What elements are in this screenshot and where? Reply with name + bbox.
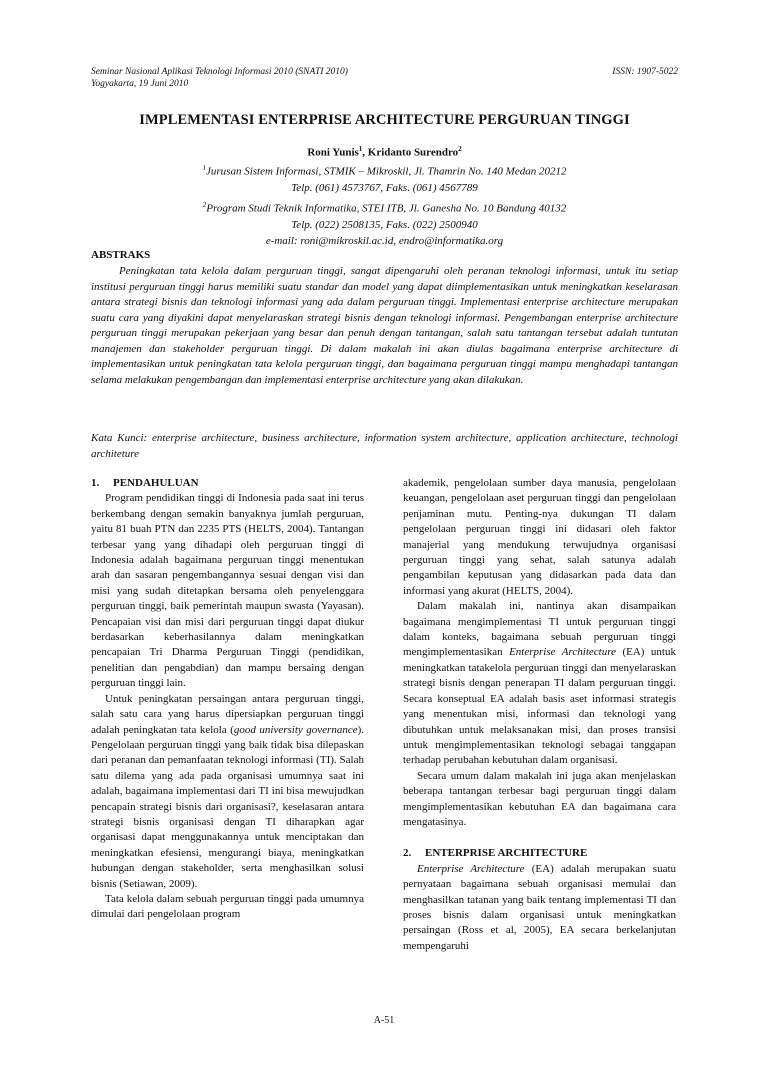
intro-paragraph-4: akademik, pengelolaan sumber daya manusia, pengelolaan keuangan, pengelolaan aset perguruan tinggi dan pengelolaan penjaminan mutu. Penting-nya dukungan TI dalam pengelolaan perguruan tinggi ini didasari oleh faktor manajerial yang mendukung terwujudnya organisasi perguruan tinggi yang sehat, salah satunya adalah pengambilan keputusan yang didasarkan pada data dan informasi yang akurat (HELTS, 2004). — [403, 477, 676, 597]
left-column — [91, 476, 364, 923]
intro-p2-end: ). Pengelolaan perguruan tinggi yang baik tidak bisa dilepaskan dari peranan dan pemanfaatan teknologi informasi (TI). Salah satu dilema yang ada pada organisasi umumnya saat ini adalah, bagaimana implementasi dari TI ini bisa mewujudkan pencapain strategi bisnis dari organisasi?, keselasaran antara strategi bisnis organisasi dengan TI diharapkan agar organisasi dapat menggunakannya untuk menciptakan dan meningkatkan efesiensi, mengurangi biaya, meningkatkan hubungan dengan stakeholder, serta menghasilkan solusi bisnis (Setiawan, 2009). — [91, 723, 364, 890]
author-1: Roni Yunis — [307, 146, 359, 159]
intro-p5-emphasis: Enterprise Architecture — [509, 646, 616, 659]
keywords: Kata Kunci: enterprise architecture, business architecture, information system architecture, application architecture, technologi architeture — [91, 432, 678, 460]
abstract-heading: ABSTRAKS — [91, 249, 151, 261]
ea-p1-emphasis: Enterprise Architecture — [417, 862, 525, 875]
section-1-heading: 1. PENDAHULUAN — [91, 477, 199, 489]
affiliation-2-phone: Telp. (022) 2508135, Faks. (022) 2500940 — [291, 218, 478, 231]
intro-paragraph-2 — [91, 692, 364, 892]
author-1-mark: 1 — [358, 145, 363, 153]
intro-paragraph-1: Program pendidikan tinggi di Indonesia pada saat ini terus berkembang dengan semakin banyaknya jumlah perguruan, yaitu 81 buah PTN dan 2235 PTS (HELTS, 2004). Tantangan terbesar yang yang dihadapi oleh perguruan tinggi di Indonesia adalah bagaimana perguruan tinggi menentukan arah dan sasaran pengembangannya sesuai dengan visi dan misi yang sudah ditetapkan bersama oleh penyelenggara perguruan tinggi, baik pemerintah maupun swasta (Yayasan). Pencapaian visi dan misi dari perguruan tinggi dapat diukur berdasarkan keberhasilannya dalam meningkatkan pencapaian Tri Dharma Perguruan Tinggi (pendidikan, penelitian dan pengabdian) dan mampu bersaing dengan perguruan tinggi lain. — [91, 492, 364, 690]
author-2-mark: 2 — [458, 145, 462, 153]
affiliation-2-mark: 2 — [202, 200, 207, 209]
intro-p5-end: (EA) untuk meningkatkan tatakelola perguruan tinggi dan menyelaraskan strategi bisnis dengan penerapan TI dalam perguruan tinggi. Secara konseptual EA adalah basis aset informasi strategis yang menentukan misi, informasi dan teknologi yang dibutuhkan untuk melaksanakan misi, dan proses transisi untuk mengimplementasikan teknologi sebagai tanggapan terhadap perubahan kebutuhan dalam organisasi. — [403, 646, 676, 767]
email-line: e-mail: roni@mikroskil.ac.id, endro@informatika.org — [265, 235, 504, 248]
affiliation-1-address: Jurusan Sistem Informasi, STMIK – Mikroskil, Jl. Thamrin No. 140 Medan 20212 — [206, 165, 567, 178]
affiliation-2 — [91, 197, 678, 217]
intro-paragraph-3: Tata kelola dalam sebuah perguruan tinggi pada umumnya dimulai dari pengelolaan program — [91, 892, 364, 921]
affiliation-1 — [91, 160, 678, 180]
affiliations — [91, 160, 678, 250]
intro-p2-start: Untuk peningkatan persaingan antara perguruan tinggi, salah satu cara yang harus dipersiapkan perguruan tinggi adalah peningkatan tata kelola ( — [91, 692, 364, 736]
intro-p5-start: Dalam makalah ini, nantinya akan disampaikan bagaimana mengimplementasi TI untuk perguruan tinggi dalam konteks, bagaimana sebuah perguruan tinggi mengimplementasikan — [403, 600, 676, 659]
author-separator: , — [362, 146, 368, 159]
conference-name: Seminar Nasional Aplikasi Teknologi Informasi 2010 (SNATI 2010) — [91, 67, 348, 77]
ea-paragraph-1 — [403, 862, 676, 954]
section-2-heading: 2. ENTERPRISE ARCHITECTURE — [403, 847, 588, 860]
author-2: Kridanto Surendro — [367, 146, 459, 159]
intro-paragraph-5 — [403, 599, 676, 768]
ea-p1-text: (EA) adalah merupakan suatu pernyataan bagaimana sebuah organisasi memulai dan menghasilkan tatanan yang baik tentang implementasi TI dan proses bisnis dalam organisasi untuk meningkatkan persaingan (Ross et al, 2005), EA secara berkelanjutan mempengaruhi — [403, 862, 677, 952]
author-line — [91, 145, 678, 159]
conference-place-date: Yogyakarta, 19 Juni 2010 — [91, 79, 189, 89]
affiliation-2-address: Program Studi Teknik Informatika, STEI ITB, Jl. Ganesha No. 10 Bandung 40132 — [206, 202, 567, 215]
paper-title: IMPLEMENTASI ENTERPRISE ARCHITECTURE PERGURUAN TINGGI — [139, 112, 630, 128]
intro-p2-emphasis: good university governance — [233, 723, 358, 736]
page-number: A-51 — [373, 1015, 395, 1026]
right-column — [403, 476, 676, 954]
issn: ISSN: 1907-5022 — [612, 67, 678, 77]
affiliation-1-mark: 1 — [202, 164, 207, 172]
affiliation-1-phone: Telp. (061) 4573767, Faks. (061) 4567789 — [291, 182, 478, 195]
running-header — [91, 66, 678, 90]
intro-paragraph-6: Secara umum dalam makalah ini juga akan menjelaskan beberapa tantangan terbesar bagi perguruan tinggi dalam mengimplementasikan kebutuhan EA dan bagaimana cara mengatasinya. — [403, 769, 676, 828]
abstract-text: Peningkatan tata kelola dalam perguruan tinggi, sangat dipengaruhi oleh peranan teknologi informasi, untuk itu setiap institusi perguruan tinggi harus memiliki suatu standar dan model yang dapat diimplementasikan untuk meningkatkan keselarasan antara strategi bisnis dan teknologi informasi yang ada dalam perguruan tinggi. Implementasi enterprise architecture merupakan suatu cara yang diyakini dapat menyelaraskan strategi bisnis dengan teknologi informasi. Pengembangan enterprise architecture perguruan tinggi merupakan pekerjaan yang besar dan penuh dengan tantangan, salah satu tantangan tersebut adalah tuntutan manajemen dan stakeholder perguruan tinggi. Di dalam makalah ini akan diulas bagaimana enterprise architecture di implementasikan untuk peningkatan tata kelola perguruan tinggi, dan bagaimana perguruan tinggi mampu menghadapi tantangan selama melakukan pengembangan dan implementasi enterprise architecture yang akan dilakukan. — [91, 265, 678, 386]
